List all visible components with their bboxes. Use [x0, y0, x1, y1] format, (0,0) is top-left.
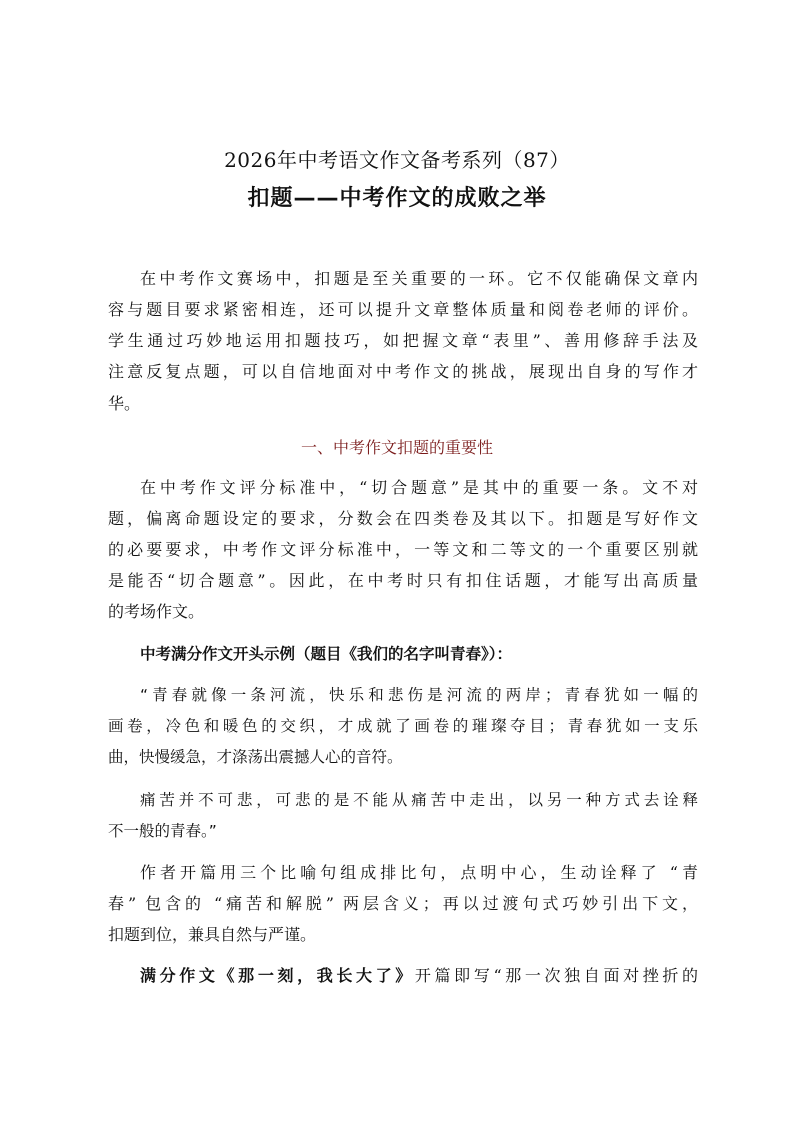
section-line: 的必要要求，中考作文评分标准中，一等文和二等文的一个重要区别就	[108, 540, 698, 559]
document-subtitle: 扣题——中考作文的成败之举	[247, 186, 547, 211]
analysis-line: 作者开篇用三个比喻句组成排比句，点明中心，生动诠释了 “青	[140, 863, 698, 882]
intro-line: 注意反复点题，可以自信地面对中考作文的挑战，展现出自身的写作才	[108, 362, 698, 381]
analysis-line: 春” 包含的 “痛苦和解脱” 两层含义；再以过渡句式巧妙引出下文，	[108, 894, 698, 913]
quote-line: 不一般的青春。”	[108, 822, 217, 840]
final-line	[140, 964, 698, 988]
essay-title-bold: 满分作文《那一刻，我长大了》	[140, 966, 415, 985]
final-line-rest: 开篇即写“那一次独自面对挫折的	[414, 966, 698, 985]
quote-line: 曲，快慢缓急，才涤荡出震撼人心的音符。	[108, 748, 403, 766]
section-line: 题，偏离命题设定的要求，分数会在四类卷及其以下。扣题是写好作文	[108, 509, 698, 528]
quote-line: “青春就像一条河流，快乐和悲伤是河流的两岸；青春犹如一幅的	[140, 686, 698, 704]
section-line: 的考场作文。	[108, 602, 205, 621]
quote-line: 痛苦并不可悲，可悲的是不能从痛苦中走出，以另一种方式去诠释	[140, 791, 698, 809]
section-heading: 一、中考作文扣题的重要性	[300, 438, 493, 457]
example-heading: 中考满分作文开头示例（题目《我们的名字叫青春》）：	[140, 645, 513, 663]
analysis-line: 扣题到位，兼具自然与严谨。	[108, 925, 317, 944]
intro-line: 华。	[108, 394, 141, 413]
section-line: 是能否“切合题意”。因此，在中考时只有扣住话题，才能写出高质量	[108, 571, 698, 590]
intro-line: 在中考作文赛场中，扣题是至关重要的一环。它不仅能确保文章内	[140, 269, 698, 288]
quote-line: 画卷，冷色和暖色的交织，才成就了画卷的璀璨夺目；青春犹如一支乐	[108, 717, 698, 735]
intro-line: 容与题目要求紧密相连，还可以提升文章整体质量和阅卷老师的评价。	[108, 300, 698, 319]
intro-line: 学生通过巧妙地运用扣题技巧，如把握文章“表里”、善用修辞手法及	[108, 331, 698, 350]
document-title: 2026年中考语文作文备考系列（87）	[224, 148, 570, 172]
section-line: 在中考作文评分标准中，“切合题意”是其中的重要一条。文不对	[140, 478, 698, 497]
